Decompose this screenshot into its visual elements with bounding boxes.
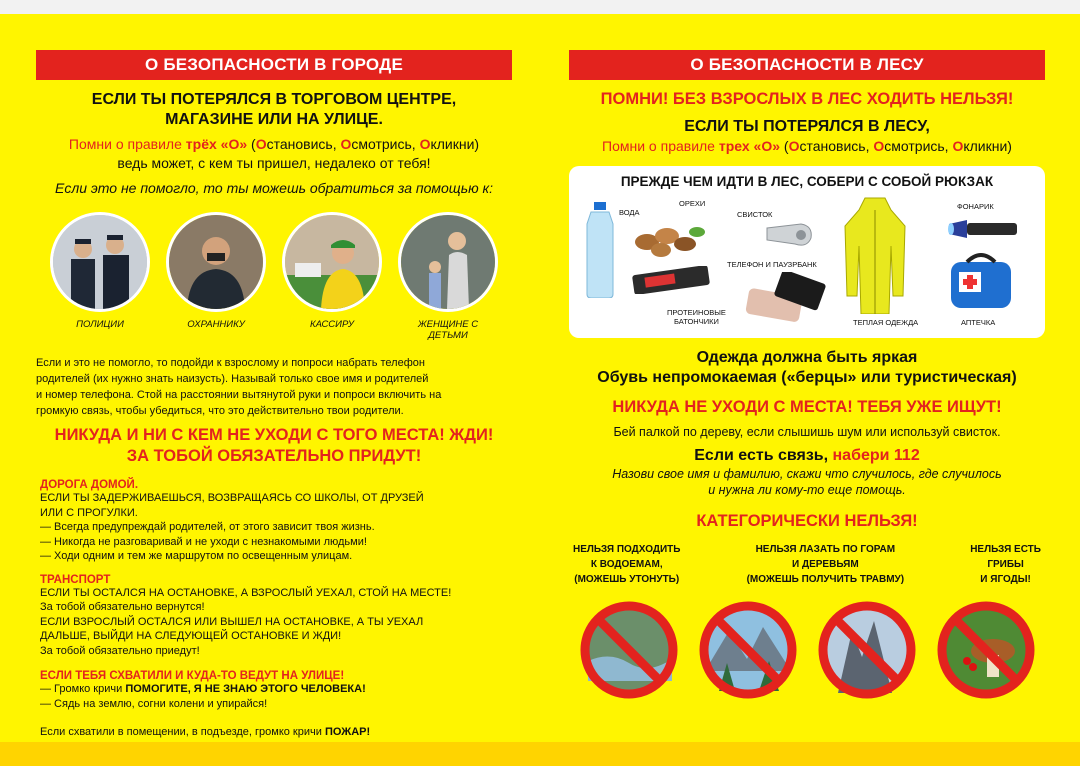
forbidden-mushrooms: НЕЛЬЗЯ ЕСТЬ ГРИБЫ И ЯГОДЫ! xyxy=(970,544,1041,585)
helper-guard: ОХРАННИКУ xyxy=(166,212,266,341)
shoes-rule: Обувь непромокаемая («берцы» или туристическая) xyxy=(597,369,1017,386)
helper-police: ПОЛИЦИИ xyxy=(50,212,150,341)
forbidden-water: НЕЛЬЗЯ ПОДХОДИТЬ К ВОДОЕМАМ, (МОЖЕШЬ УТОНУТЬ) xyxy=(573,544,681,585)
first-aid-kit-icon xyxy=(945,248,1017,312)
no-water-icon xyxy=(580,601,678,699)
knock-advice: Бей палкой по дереву, если слышишь шум или используй свисток. xyxy=(613,425,1001,439)
grabbed-section: ЕСЛИ ТЕБЯ СХВАТИЛИ И КУДА-ТО ВЕДУТ НА УЛИЦЕ! — Громко кричи ПОМОГИТЕ, Я НЕ ЗНАЮ ЭТОГО ЧЕЛОВЕКА! — Сядь на землю, согни колени и упирайся! Если схватили в помещении, в подъезде, громко кричи ПОЖАР! xyxy=(40,670,371,738)
forbidden-signs xyxy=(569,601,1045,699)
forbidden-title: КАТЕГОРИЧЕСКИ НЕЛЬЗЯ! xyxy=(696,512,918,530)
guard-photo xyxy=(166,212,266,312)
top-strip xyxy=(0,0,1080,14)
forbidden-climb: НЕЛЬЗЯ ЛАЗАТЬ ПО ГОРАМ И ДЕРЕВЬЯМ (МОЖЕШЬ ПОЛУЧИТЬ ТРАВМУ) xyxy=(746,544,905,585)
city-safety-column xyxy=(36,50,512,740)
bottom-strip xyxy=(0,742,1080,766)
backpack-panel: ПРЕЖДЕ ЧЕМ ИДТИ В ЛЕС, СОБЕРИ С СОБОЙ РЮКЗАК ВОДА ОРЕХИ ПРОТЕИНОВЫЕ БАТОНЧИКИ СВИСТОК ТЕЛЕФОН И ПАУЗРБАНК ТЕПЛАЯ ОДЕЖДА ФОНАРИК АПТЕЧКА xyxy=(569,166,1045,338)
phone-powerbank-icon xyxy=(743,272,829,324)
jacket-icon xyxy=(843,196,907,314)
protein-bar-icon xyxy=(631,266,711,294)
transport-section: ТРАНСПОРТ ЕСЛИ ТЫ ОСТАЛСЯ НА ОСТАНОВКЕ, А ВЗРОСЛЫЙ УЕХАЛ, СТОЙ НА МЕСТЕ! За тобой обязательно вернутся! ЕСЛИ ВЗРОСЛЫЙ ОСТАЛСЯ ИЛИ ВЫШЕЛ НА ОСТАНОВКЕ, А ТЫ УЕХАЛ ДАЛЬШЕ, ВЫЙДИ НА СЛЕДУЮЩЕЙ ОСТАНОВКЕ И ЖДИ! За тобой обязательно приедут! xyxy=(40,573,452,657)
cashier-photo xyxy=(282,212,382,312)
forest-safety-column xyxy=(569,50,1045,699)
name-advice: Назови свое имя и фамилию, скажи что случилось, где случилось и нужна ли кому-то еще помощь. xyxy=(612,467,1002,497)
forest-heading: ЕСЛИ ТЫ ПОТЕРЯЛСЯ В ЛЕСУ, xyxy=(684,118,930,135)
clothes-rule: Одежда должна быть яркая xyxy=(696,349,918,366)
forest-banner: О БЕЗОПАСНОСТИ В ЛЕСУ xyxy=(569,50,1045,80)
city-banner: О БЕЗОПАСНОСТИ В ГОРОДЕ xyxy=(36,50,512,80)
water-bottle-icon xyxy=(583,202,617,298)
backpack-title: ПРЕЖДЕ ЧЕМ ИДТИ В ЛЕС, СОБЕРИ С СОБОЙ РЮКЗАК xyxy=(620,174,994,189)
no-mushrooms-icon xyxy=(937,601,1035,699)
mother-photo xyxy=(398,212,498,312)
no-trees-icon xyxy=(818,601,916,699)
flashlight-icon xyxy=(945,214,1021,244)
road-home-section: ДОРОГА ДОМОЙ. ЕСЛИ ТЫ ЗАДЕРЖИВАЕШЬСЯ, ВОЗВРАЩАЯСЬ СО ШКОЛЫ, ОТ ДРУЗЕЙ ИЛИ С ПРОГУЛКИ. — Всегда предупреждай родителей, от этого зависит твоя жизнь. — Никогда не разговаривай и не уходи с незнакомыми людьми! — Ходи одним и тем же маршрутом по освещенным улицам. xyxy=(40,479,424,562)
helper-cashier: КАССИРУ xyxy=(282,212,382,341)
forbidden-list xyxy=(569,542,1045,587)
city-rule: Помни о правиле трёх «О» (Остановись, Осмотрись, Окликни) ведь может, с кем ты пришел, недалеко от тебя! xyxy=(68,136,480,171)
helper-mother: ЖЕНЩИНЕ С ДЕТЬМИ xyxy=(398,212,498,341)
call-112: Если есть связь, набери 112 xyxy=(694,447,920,464)
helpers-row xyxy=(36,212,512,341)
whistle-icon xyxy=(761,216,817,250)
nuts-icon xyxy=(627,216,711,262)
forest-rule: Помни о правиле трех «О» (Остановись, Осмотрись, Окликни) xyxy=(602,138,1012,154)
forest-warning: ПОМНИ! БЕЗ ВЗРОСЛЫХ В ЛЕС ХОДИТЬ НЕЛЬЗЯ! xyxy=(600,90,1014,108)
city-heading: ЕСЛИ ТЫ ПОТЕРЯЛСЯ В ТОРГОВОМ ЦЕНТРЕ, МАГАЗИНЕ ИЛИ НА УЛИЦЕ. xyxy=(91,91,457,128)
police-photo xyxy=(50,212,150,312)
help-intro: Если это не помогло, то ты можешь обратиться за помощью к: xyxy=(54,180,493,196)
city-stay-warning: НИКУДА И НИ С КЕМ НЕ УХОДИ С ТОГО МЕСТА! ЖДИ! ЗА ТОБОЙ ОБЯЗАТЕЛЬНО ПРИДУТ! xyxy=(54,426,494,465)
ask-adult-text: Если и это не помогло, то подойди к взрослому и попроси набрать телефон родителей (их нужно знать наизусть). Называй только свое имя и родителей и номер телефона. Стой на расстоянии вытянутой руки и попроси включить на громкую связь, чтобы убедиться, что это действительно твои родители. xyxy=(36,357,442,417)
no-climbing-icon xyxy=(699,601,797,699)
forest-stay-warning: НИКУДА НЕ УХОДИ С МЕСТА! ТЕБЯ УЖЕ ИЩУТ! xyxy=(612,398,1002,416)
